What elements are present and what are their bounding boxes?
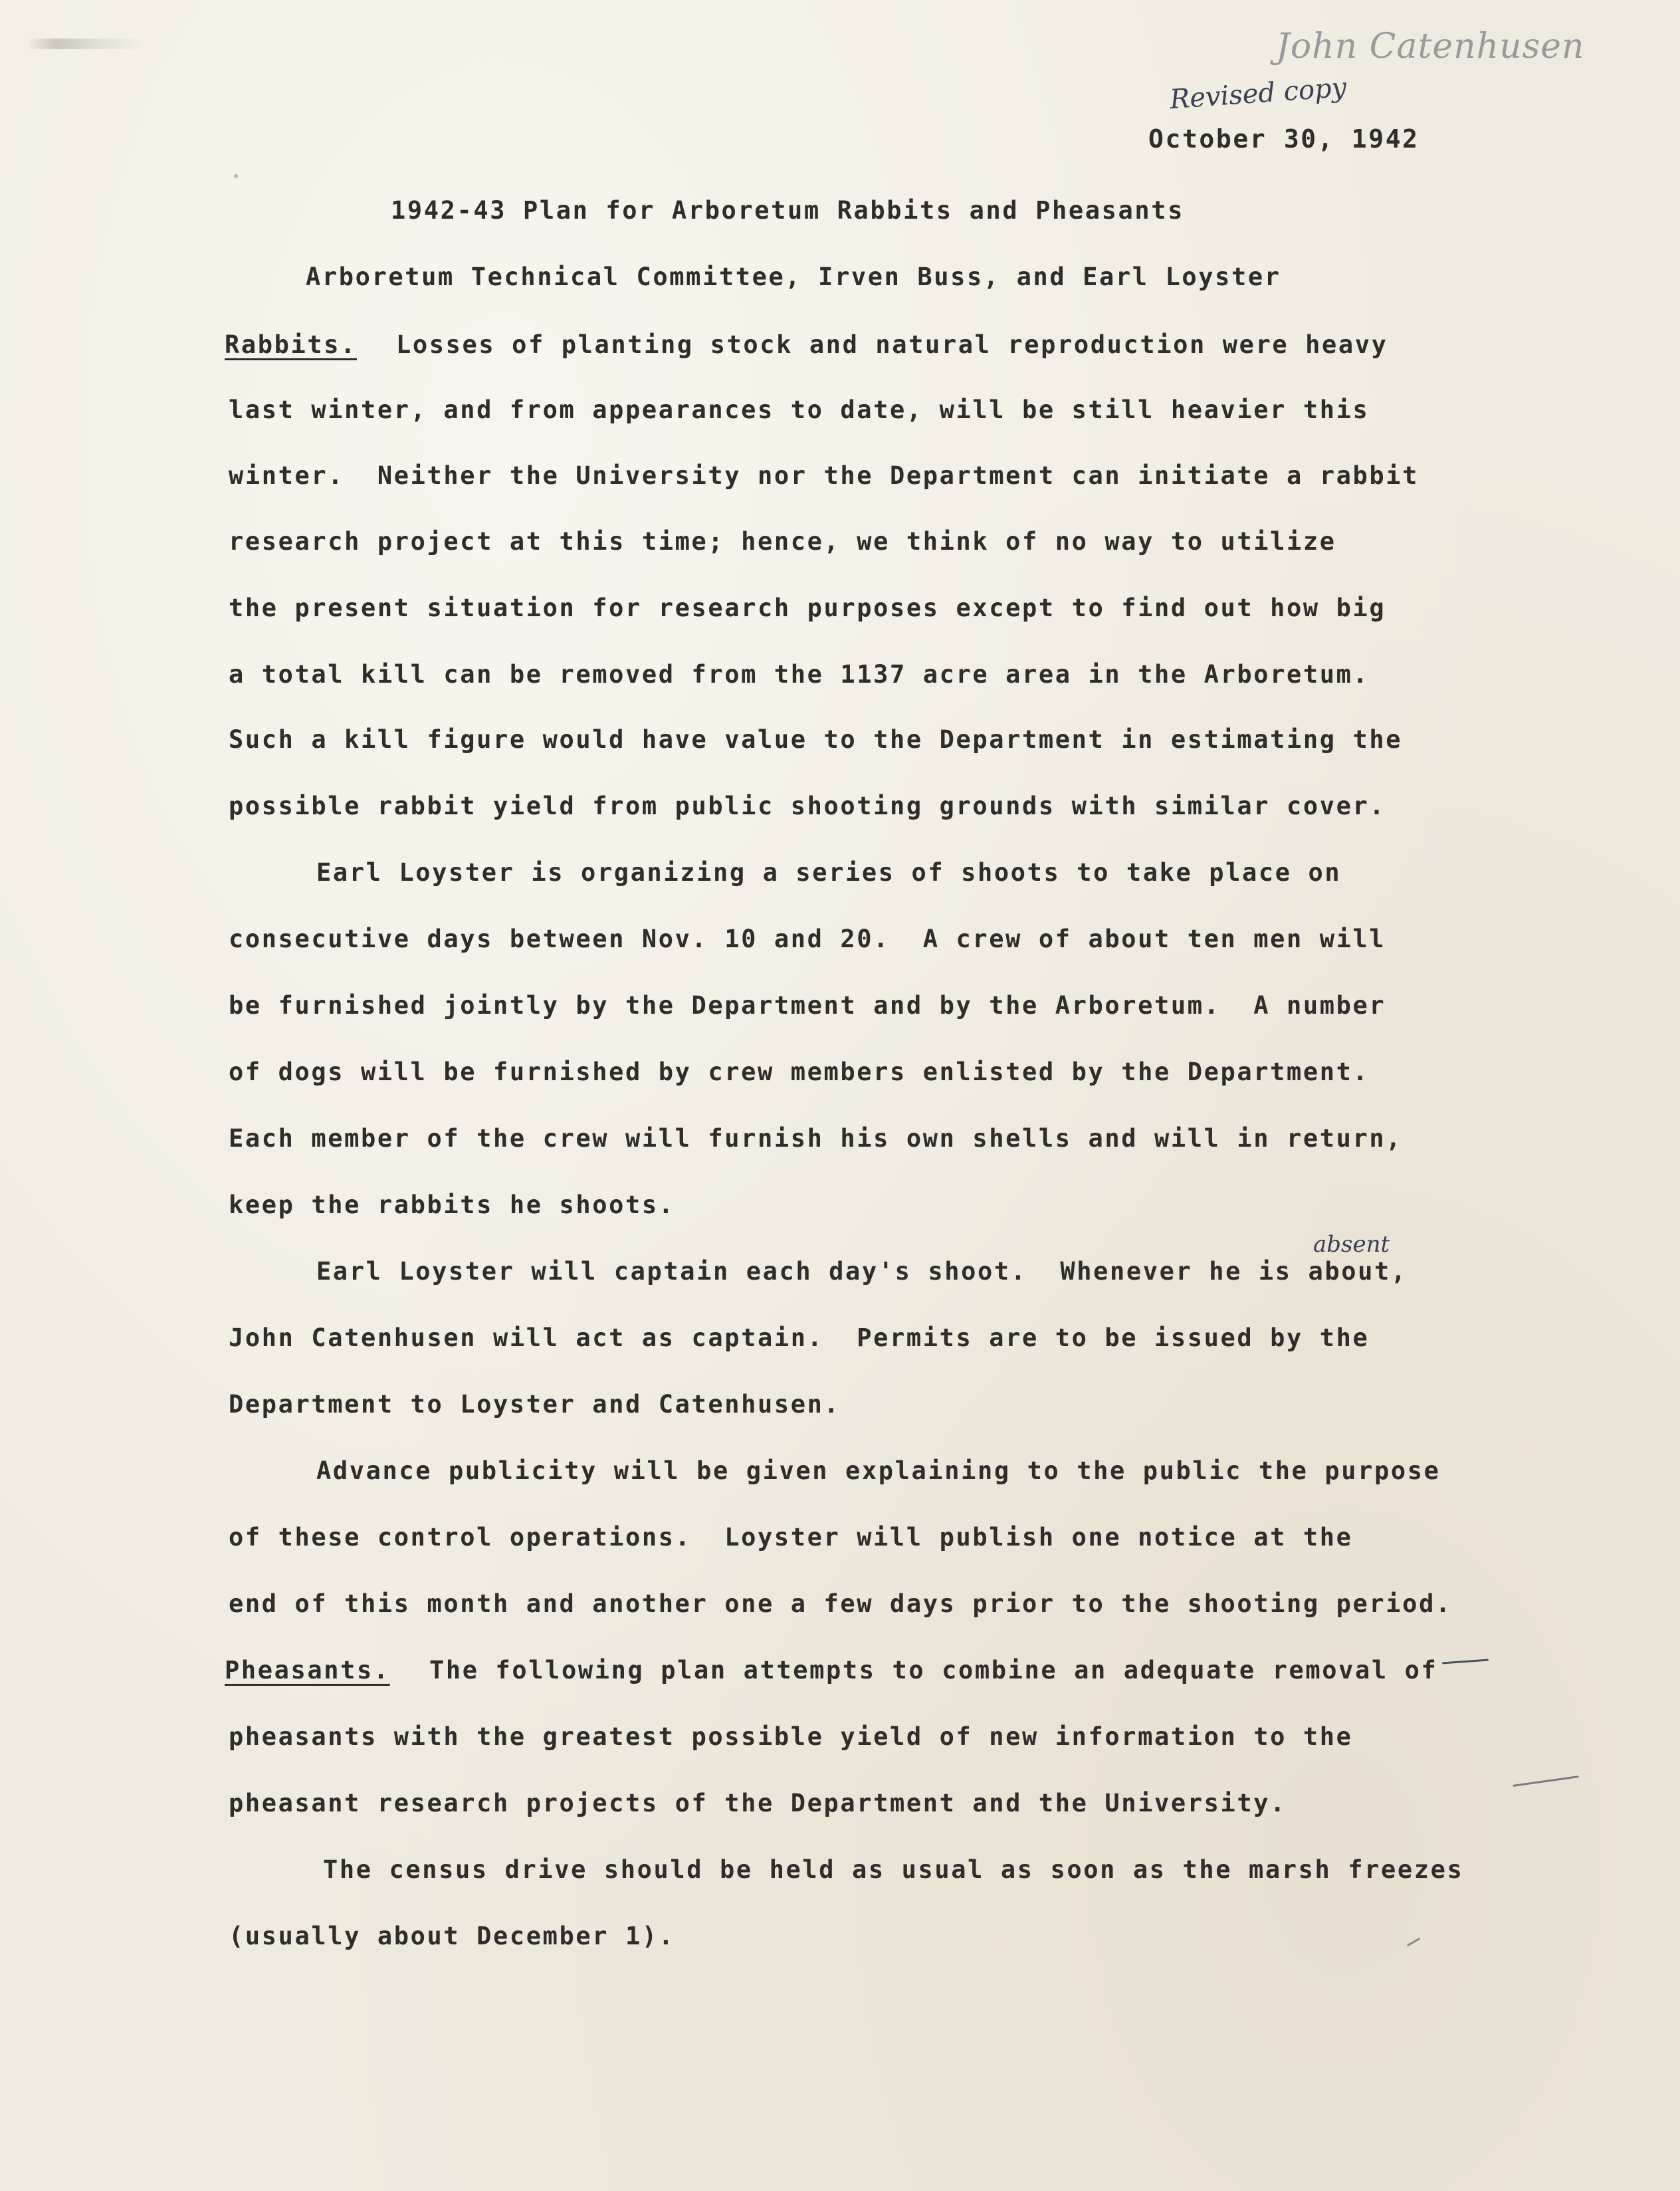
body-line: pheasant research projects of the Department and the University. xyxy=(229,1789,1287,1817)
staple-mark xyxy=(27,39,146,49)
body-line: pheasants with the greatest possible yield of new information to the xyxy=(229,1722,1353,1751)
body-line: winter. Neither the University nor the Department can initiate a rabbit xyxy=(229,461,1419,490)
handwritten-signature: John Catenhusen xyxy=(1276,27,1585,66)
body-line: of dogs will be furnished by crew members enlisted by the Department. xyxy=(229,1058,1370,1086)
body-line: The census drive should be held as usual as soon as the marsh freezes xyxy=(323,1855,1464,1884)
pheasants-heading: Pheasants. xyxy=(225,1656,390,1684)
body-line: John Catenhusen will act as captain. Permits are to be issued by the xyxy=(229,1324,1370,1352)
body-line: Department to Loyster and Catenhusen. xyxy=(229,1390,841,1419)
body-line: Each member of the crew will furnish his own shells and will in return, xyxy=(229,1124,1403,1153)
pencil-tick xyxy=(1407,1938,1421,1947)
body-line: consecutive days between Nov. 10 and 20. A crew of about ten men will xyxy=(229,925,1386,953)
body-line: Earl Loyster will captain each day's shoot. Whenever he is about, xyxy=(316,1257,1408,1286)
body-line: keep the rabbits he shoots. xyxy=(229,1191,675,1219)
document-date: October 30, 1942 xyxy=(1148,124,1419,154)
handwritten-correction-absent: absent xyxy=(1313,1231,1390,1258)
document-authors: Arboretum Technical Committee, Irven Buss, and Earl Loyster xyxy=(306,263,1281,291)
body-line: Losses of planting stock and natural reproduction were heavy xyxy=(396,330,1388,359)
body-line: be furnished jointly by the Department and by the Arboretum. A number xyxy=(229,991,1386,1020)
body-line: Advance publicity will be given explaining to the public the purpose xyxy=(316,1456,1441,1485)
pencil-dash xyxy=(1442,1659,1489,1665)
body-line: last winter, and from appearances to date, will be still heavier this xyxy=(229,396,1370,424)
body-line: a total kill can be removed from the 1137 acre area in the Arboretum. xyxy=(229,660,1370,689)
body-line: (usually about December 1). xyxy=(229,1922,675,1950)
body-line: Such a kill figure would have value to the Department in estimating the xyxy=(229,725,1403,754)
body-line: end of this month and another one a few days prior to the shooting period. xyxy=(229,1589,1452,1618)
body-line: of these control operations. Loyster will publish one notice at the xyxy=(229,1523,1353,1552)
document-title: 1942-43 Plan for Arboretum Rabbits and Pheasants xyxy=(391,196,1185,225)
body-line: possible rabbit yield from public shooting grounds with similar cover. xyxy=(229,792,1386,820)
rabbits-heading: Rabbits. xyxy=(225,330,358,359)
body-line: The following plan attempts to combine an adequate removal of xyxy=(429,1656,1438,1684)
pencil-dash xyxy=(1513,1776,1578,1787)
handwritten-revised-note: Revised copy xyxy=(1168,72,1348,116)
paper-speck xyxy=(234,174,238,178)
body-line: the present situation for research purposes except to find out how big xyxy=(229,594,1386,622)
body-line: Earl Loyster is organizing a series of shoots to take place on xyxy=(316,858,1342,887)
body-line: research project at this time; hence, we think of no way to utilize xyxy=(229,527,1336,556)
